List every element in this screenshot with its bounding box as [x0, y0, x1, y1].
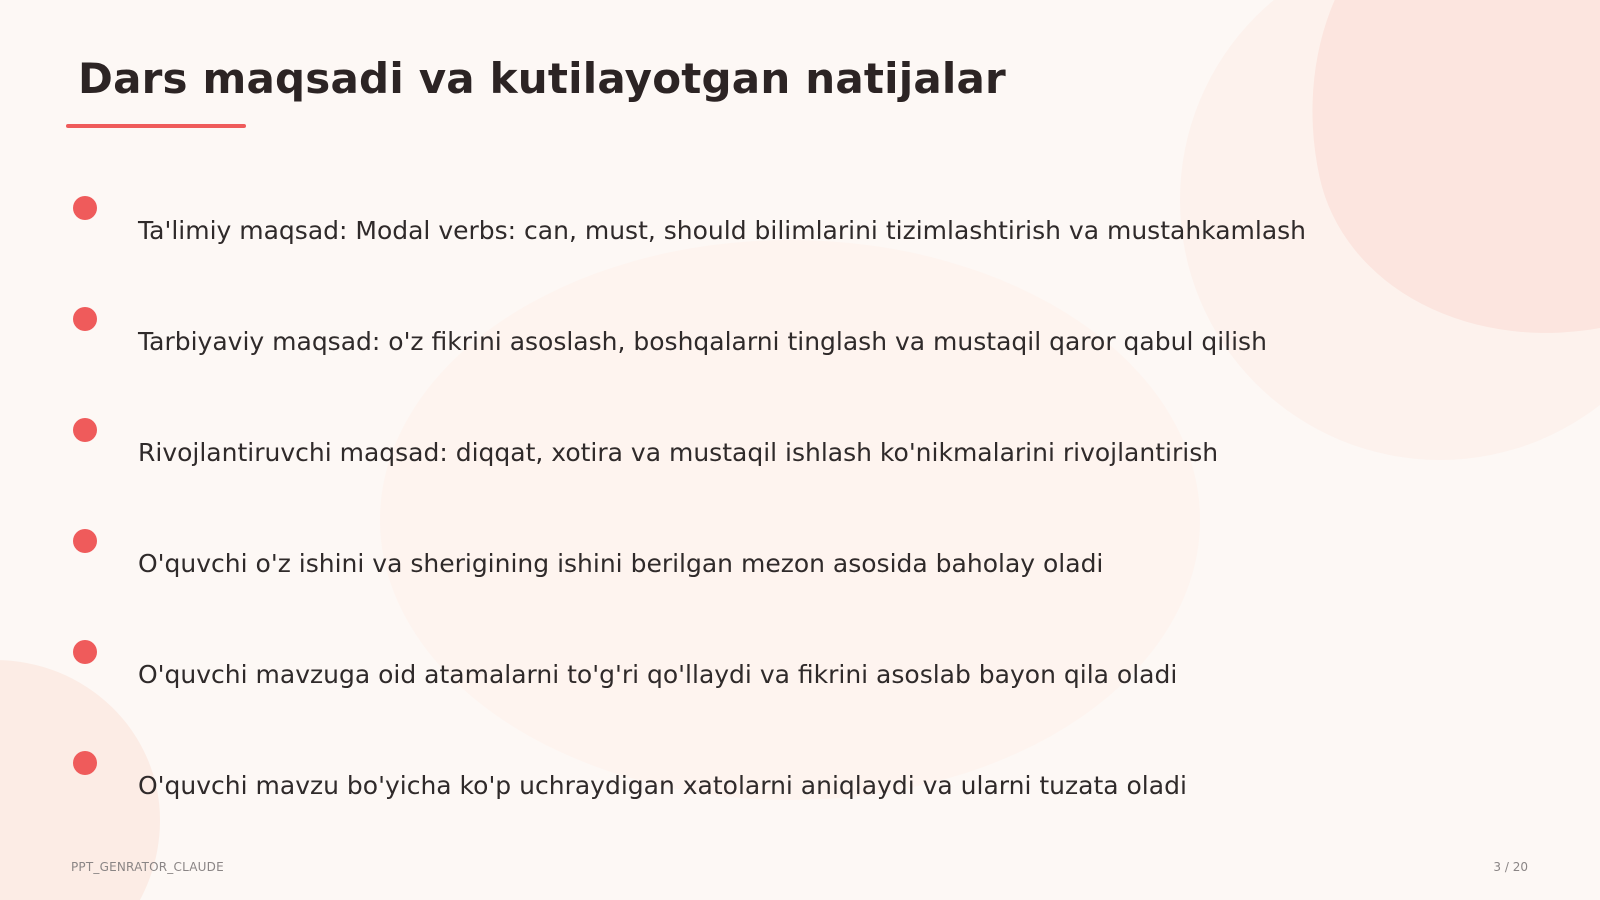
page-number: 3 / 20 — [1493, 860, 1528, 874]
objective-item — [72, 196, 1332, 266]
objective-item — [72, 418, 1332, 488]
objective-text: Tarbiyaviy maqsad: o'z fikrini asoslash, boshqalarni tinglash va mustaqil qaror qabul qilish — [138, 327, 1267, 356]
objective-text: O'quvchi mavzuga oid atamalarni to'g'ri qo'llaydi va fikrini asoslab bayon qila oladi — [138, 660, 1178, 689]
bullet-dot-icon — [73, 751, 97, 775]
slide-title: Dars maqsadi va kutilayotgan natijalar — [78, 54, 1006, 103]
footer-label: PPT_GENRATOR_CLAUDE — [71, 860, 224, 874]
bullet-dot-icon — [73, 640, 97, 664]
bullet-dot-icon — [73, 529, 97, 553]
objective-item — [72, 640, 1332, 710]
objective-item — [72, 751, 1332, 821]
bullet-dot-icon — [73, 418, 97, 442]
title-underline — [66, 124, 246, 128]
objective-text: Rivojlantiruvchi maqsad: diqqat, xotira va mustaqil ishlash ko'nikmalarini rivojlantirish — [138, 438, 1219, 467]
objective-item — [72, 307, 1332, 377]
bullet-dot-icon — [73, 307, 97, 331]
objective-item — [72, 529, 1332, 599]
objective-text: O'quvchi o'z ishini va sherigining ishini berilgan mezon asosida baholay oladi — [138, 549, 1104, 578]
objective-text: O'quvchi mavzu bo'yicha ko'p uchraydigan xatolarni aniqlaydi va ularni tuzata oladi — [138, 771, 1187, 800]
bullet-dot-icon — [73, 196, 97, 220]
objective-text: Ta'limiy maqsad: Modal verbs: can, must, should bilimlarini tizimlashtirish va mustahkamlash — [138, 216, 1307, 245]
